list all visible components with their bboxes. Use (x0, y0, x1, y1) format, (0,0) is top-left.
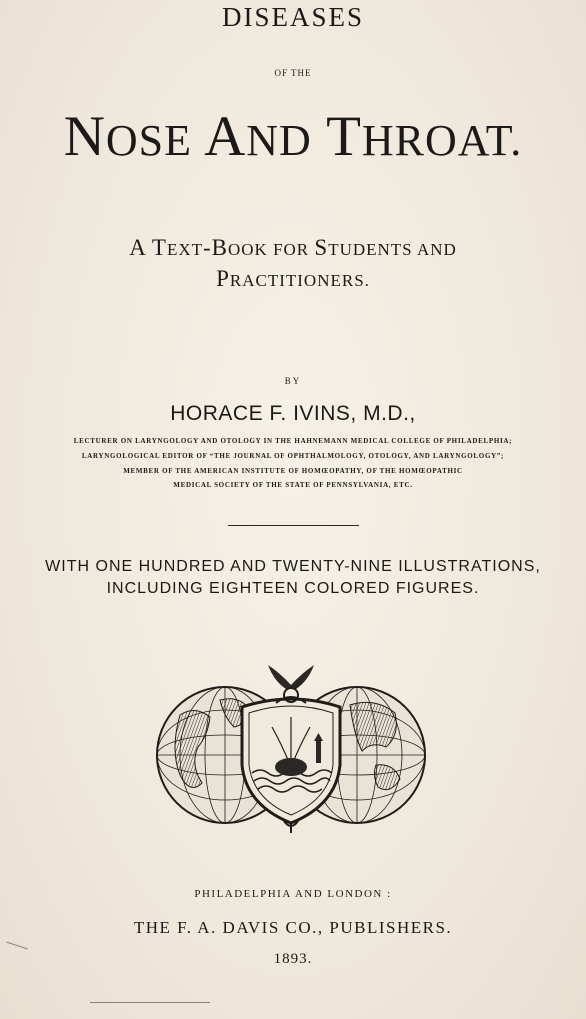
subtitle-line-1 (0, 235, 586, 261)
publication-year: 1893. (273, 951, 313, 967)
subtitle-tudents: TUDENTS AND (328, 240, 457, 259)
subtitle-line-2 (0, 266, 586, 292)
main-title (0, 104, 586, 169)
publication-place: PHILADELPHIA AND LONDON : (194, 888, 392, 900)
main-title-n: N (63, 105, 106, 168)
main-title-and-a: A (204, 105, 247, 168)
subtitle-b: B (211, 235, 228, 260)
subtitle-ook: OOK FOR (228, 240, 315, 259)
subtitle-ext: EXT (166, 240, 203, 259)
subtitle-t: T (151, 235, 167, 260)
subtitle-s: S (314, 235, 329, 260)
credential-line: MEDICAL SOCIETY OF THE STATE OF PENNSYLVANIA, ETC. (173, 481, 413, 489)
author-name: HORACE F. IVINS, M.D., (170, 402, 416, 425)
page-smudge (90, 1002, 210, 1003)
illustrations-line: WITH ONE HUNDRED AND TWENTY-NINE ILLUSTRATIONS, (45, 558, 541, 575)
subtitle-dash: - (202, 235, 212, 260)
main-title-hroat: HROAT. (361, 116, 523, 165)
main-title-and-rest: ND (246, 116, 312, 165)
globe-shield-emblem-icon (150, 655, 432, 835)
main-title-t: T (326, 105, 362, 168)
crest-icon (268, 665, 314, 703)
divider-rule (228, 525, 359, 526)
title-connector: OF THE (274, 68, 312, 78)
illustrations-line: INCLUDING EIGHTEEN COLORED FIGURES. (106, 580, 480, 597)
subtitle-a: A (129, 235, 152, 260)
credential-line: LECTURER ON LARYNGOLOGY AND OTOLOGY IN THE HAHNEMANN MEDICAL COLLEGE OF PHILADELPHIA; (73, 437, 513, 445)
publisher-name: THE F. A. DAVIS CO., PUBLISHERS. (133, 918, 453, 937)
subtitle-ractitioners: RACTITIONERS. (229, 271, 370, 290)
by-label: BY (284, 376, 302, 386)
subtitle-p: P (216, 266, 230, 291)
credential-line: LARYNGOLOGICAL EDITOR OF “THE JOURNAL OF OPHTHALMOLOGY, OTOLOGY, AND LARYNGOLOGY”; (81, 452, 505, 460)
credential-line: MEMBER OF THE AMERICAN INSTITUTE OF HOMŒOPATHY, OF THE HOMŒOPATHIC (123, 467, 463, 475)
main-title-ose: OSE (105, 116, 192, 165)
page-smudge (6, 942, 27, 950)
top-title: DISEASES (221, 2, 365, 32)
